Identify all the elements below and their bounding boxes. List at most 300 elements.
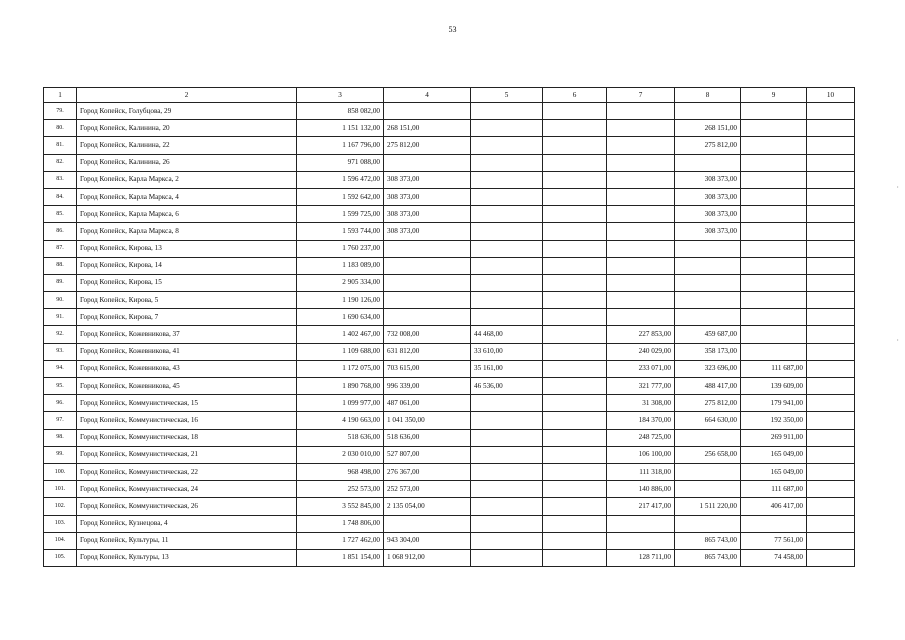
col3-cell: 968 498,00 xyxy=(297,463,384,480)
col7-cell: 233 071,00 xyxy=(607,360,675,377)
col3-cell: 1 890 768,00 xyxy=(297,378,384,395)
col10-cell xyxy=(807,549,855,566)
col8-cell xyxy=(675,240,741,257)
col5-cell xyxy=(471,103,543,120)
col6-cell xyxy=(543,463,607,480)
col6-cell xyxy=(543,188,607,205)
col3-cell: 2 905 334,00 xyxy=(297,274,384,291)
col8-cell xyxy=(675,515,741,532)
col5-cell xyxy=(471,446,543,463)
table-row xyxy=(44,257,855,274)
col10-cell xyxy=(807,274,855,291)
col6-cell xyxy=(543,378,607,395)
col5-cell: 44 468,00 xyxy=(471,326,543,343)
table-row xyxy=(44,188,855,205)
address-cell: Город Копейск, Коммунистическая, 24 xyxy=(77,481,297,498)
col3-cell: 1 402 467,00 xyxy=(297,326,384,343)
col10-cell xyxy=(807,257,855,274)
column-header-7: 7 xyxy=(607,88,675,103)
col8-cell xyxy=(675,309,741,326)
col4-cell xyxy=(384,274,471,291)
col8-cell xyxy=(675,429,741,446)
col8-cell xyxy=(675,481,741,498)
table-row xyxy=(44,103,855,120)
col3-cell: 971 088,00 xyxy=(297,154,384,171)
edge-mark: · xyxy=(896,336,899,345)
col9-cell: 165 049,00 xyxy=(741,463,807,480)
col10-cell xyxy=(807,343,855,360)
row-number: 103. xyxy=(44,515,77,532)
row-number: 99. xyxy=(44,446,77,463)
col10-cell xyxy=(807,360,855,377)
col10-cell xyxy=(807,463,855,480)
col5-cell xyxy=(471,188,543,205)
col3-cell: 1 760 237,00 xyxy=(297,240,384,257)
col6-cell xyxy=(543,206,607,223)
col4-cell: 732 008,00 xyxy=(384,326,471,343)
col6-cell xyxy=(543,137,607,154)
col3-cell: 1 851 154,00 xyxy=(297,549,384,566)
col10-cell xyxy=(807,292,855,309)
col9-cell: 192 350,00 xyxy=(741,412,807,429)
address-cell: Город Копейск, Коммунистическая, 15 xyxy=(77,395,297,412)
col10-cell xyxy=(807,378,855,395)
col4-cell: 252 573,00 xyxy=(384,481,471,498)
col10-cell xyxy=(807,515,855,532)
col7-cell: 217 417,00 xyxy=(607,498,675,515)
col5-cell xyxy=(471,481,543,498)
col6-cell xyxy=(543,103,607,120)
col10-cell xyxy=(807,326,855,343)
col4-cell xyxy=(384,240,471,257)
row-number: 92. xyxy=(44,326,77,343)
col5-cell xyxy=(471,395,543,412)
col8-cell xyxy=(675,463,741,480)
col7-cell xyxy=(607,206,675,223)
row-number: 93. xyxy=(44,343,77,360)
col9-cell: 111 687,00 xyxy=(741,481,807,498)
col9-cell xyxy=(741,103,807,120)
col6-cell xyxy=(543,274,607,291)
col7-cell: 140 886,00 xyxy=(607,481,675,498)
col5-cell xyxy=(471,498,543,515)
row-number: 101. xyxy=(44,481,77,498)
col10-cell xyxy=(807,103,855,120)
col9-cell xyxy=(741,120,807,137)
address-cell: Город Копейск, Кирова, 15 xyxy=(77,274,297,291)
row-number: 94. xyxy=(44,360,77,377)
column-header-3: 3 xyxy=(297,88,384,103)
col9-cell: 74 458,00 xyxy=(741,549,807,566)
col8-cell: 256 658,00 xyxy=(675,446,741,463)
col10-cell xyxy=(807,223,855,240)
col6-cell xyxy=(543,498,607,515)
col4-cell: 518 636,00 xyxy=(384,429,471,446)
header-row xyxy=(44,88,855,103)
col4-cell xyxy=(384,309,471,326)
col9-cell: 111 687,00 xyxy=(741,360,807,377)
col4-cell: 2 135 054,00 xyxy=(384,498,471,515)
col9-cell xyxy=(741,343,807,360)
col4-cell: 1 041 350,00 xyxy=(384,412,471,429)
col9-cell xyxy=(741,223,807,240)
col9-cell: 269 911,00 xyxy=(741,429,807,446)
col10-cell xyxy=(807,481,855,498)
column-header-2: 2 xyxy=(77,88,297,103)
address-cell: Город Копейск, Калинина, 22 xyxy=(77,137,297,154)
col9-cell xyxy=(741,240,807,257)
col10-cell xyxy=(807,498,855,515)
row-number: 87. xyxy=(44,240,77,257)
col10-cell xyxy=(807,446,855,463)
col9-cell: 139 609,00 xyxy=(741,378,807,395)
col4-cell: 943 304,00 xyxy=(384,532,471,549)
col6-cell xyxy=(543,515,607,532)
col8-cell: 488 417,00 xyxy=(675,378,741,395)
col3-cell: 1 748 806,00 xyxy=(297,515,384,532)
address-cell: Город Копейск, Кирова, 14 xyxy=(77,257,297,274)
address-cell: Город Копейск, Кирова, 7 xyxy=(77,309,297,326)
address-cell: Город Копейск, Карла Маркса, 4 xyxy=(77,188,297,205)
col4-cell: 487 061,00 xyxy=(384,395,471,412)
col7-cell xyxy=(607,103,675,120)
col10-cell xyxy=(807,137,855,154)
col6-cell xyxy=(543,326,607,343)
col9-cell: 77 561,00 xyxy=(741,532,807,549)
col8-cell xyxy=(675,103,741,120)
table-row xyxy=(44,481,855,498)
address-cell: Город Копейск, Коммунистическая, 16 xyxy=(77,412,297,429)
col7-cell: 128 711,00 xyxy=(607,549,675,566)
col4-cell: 527 807,00 xyxy=(384,446,471,463)
row-number: 100. xyxy=(44,463,77,480)
address-cell: Город Копейск, Калинина, 26 xyxy=(77,154,297,171)
col8-cell xyxy=(675,292,741,309)
col9-cell xyxy=(741,292,807,309)
col3-cell: 1 099 977,00 xyxy=(297,395,384,412)
col9-cell xyxy=(741,257,807,274)
table-row xyxy=(44,171,855,188)
col5-cell xyxy=(471,171,543,188)
column-header-9: 9 xyxy=(741,88,807,103)
col7-cell xyxy=(607,274,675,291)
col7-cell xyxy=(607,188,675,205)
address-cell: Город Копейск, Культуры, 13 xyxy=(77,549,297,566)
col5-cell xyxy=(471,309,543,326)
col4-cell xyxy=(384,154,471,171)
row-number: 104. xyxy=(44,532,77,549)
col7-cell: 240 029,00 xyxy=(607,343,675,360)
col5-cell: 46 536,00 xyxy=(471,378,543,395)
address-cell: Город Копейск, Голубцова, 29 xyxy=(77,103,297,120)
column-header-8: 8 xyxy=(675,88,741,103)
address-cell: Город Копейск, Кирова, 5 xyxy=(77,292,297,309)
column-header-4: 4 xyxy=(384,88,471,103)
col6-cell xyxy=(543,223,607,240)
col8-cell: 1 511 220,00 xyxy=(675,498,741,515)
col9-cell xyxy=(741,206,807,223)
col6-cell xyxy=(543,240,607,257)
table-row xyxy=(44,274,855,291)
address-cell: Город Копейск, Карла Маркса, 2 xyxy=(77,171,297,188)
col6-cell xyxy=(543,412,607,429)
col4-cell: 268 151,00 xyxy=(384,120,471,137)
col6-cell xyxy=(543,154,607,171)
col9-cell xyxy=(741,309,807,326)
col8-cell: 308 373,00 xyxy=(675,206,741,223)
col6-cell xyxy=(543,446,607,463)
table-row xyxy=(44,343,855,360)
row-number: 105. xyxy=(44,549,77,566)
col4-cell: 308 373,00 xyxy=(384,171,471,188)
row-number: 82. xyxy=(44,154,77,171)
col6-cell xyxy=(543,120,607,137)
col4-cell xyxy=(384,515,471,532)
col3-cell: 858 082,00 xyxy=(297,103,384,120)
col3-cell: 1 592 642,00 xyxy=(297,188,384,205)
col8-cell xyxy=(675,154,741,171)
col7-cell xyxy=(607,532,675,549)
col5-cell xyxy=(471,292,543,309)
col10-cell xyxy=(807,532,855,549)
address-cell: Город Копейск, Кирова, 13 xyxy=(77,240,297,257)
col3-cell: 1 596 472,00 xyxy=(297,171,384,188)
address-cell: Город Копейск, Кожевникова, 37 xyxy=(77,326,297,343)
col4-cell: 276 367,00 xyxy=(384,463,471,480)
col5-cell xyxy=(471,257,543,274)
col5-cell xyxy=(471,137,543,154)
col10-cell xyxy=(807,120,855,137)
table-row xyxy=(44,549,855,566)
col5-cell xyxy=(471,223,543,240)
col7-cell xyxy=(607,154,675,171)
col9-cell xyxy=(741,326,807,343)
col10-cell xyxy=(807,395,855,412)
col6-cell xyxy=(543,257,607,274)
address-cell: Город Копейск, Культуры, 11 xyxy=(77,532,297,549)
row-number: 80. xyxy=(44,120,77,137)
table-row xyxy=(44,120,855,137)
col6-cell xyxy=(543,532,607,549)
col3-cell: 518 636,00 xyxy=(297,429,384,446)
col5-cell xyxy=(471,429,543,446)
row-number: 85. xyxy=(44,206,77,223)
address-cell: Город Копейск, Кожевникова, 41 xyxy=(77,343,297,360)
col3-cell: 1 727 462,00 xyxy=(297,532,384,549)
col8-cell: 865 743,00 xyxy=(675,549,741,566)
col4-cell: 631 812,00 xyxy=(384,343,471,360)
col7-cell xyxy=(607,137,675,154)
column-header-5: 5 xyxy=(471,88,543,103)
col8-cell: 275 812,00 xyxy=(675,137,741,154)
col8-cell: 358 173,00 xyxy=(675,343,741,360)
col9-cell xyxy=(741,154,807,171)
row-number: 83. xyxy=(44,171,77,188)
col5-cell: 35 161,00 xyxy=(471,360,543,377)
col7-cell xyxy=(607,223,675,240)
col7-cell xyxy=(607,292,675,309)
row-number: 102. xyxy=(44,498,77,515)
col10-cell xyxy=(807,429,855,446)
col4-cell xyxy=(384,292,471,309)
col10-cell xyxy=(807,171,855,188)
col8-cell xyxy=(675,257,741,274)
col4-cell: 1 068 912,00 xyxy=(384,549,471,566)
column-header-10: 10 xyxy=(807,88,855,103)
table-body xyxy=(44,103,855,567)
row-number: 88. xyxy=(44,257,77,274)
table-row xyxy=(44,292,855,309)
row-number: 90. xyxy=(44,292,77,309)
row-number: 79. xyxy=(44,103,77,120)
table-row xyxy=(44,532,855,549)
col10-cell xyxy=(807,154,855,171)
table-row xyxy=(44,223,855,240)
col8-cell: 664 630,00 xyxy=(675,412,741,429)
row-number: 86. xyxy=(44,223,77,240)
col3-cell: 1 172 075,00 xyxy=(297,360,384,377)
col3-cell: 4 190 663,00 xyxy=(297,412,384,429)
table-row xyxy=(44,378,855,395)
col9-cell: 165 049,00 xyxy=(741,446,807,463)
col8-cell: 308 373,00 xyxy=(675,188,741,205)
col3-cell: 2 030 010,00 xyxy=(297,446,384,463)
col6-cell xyxy=(543,343,607,360)
col9-cell: 406 417,00 xyxy=(741,498,807,515)
col3-cell: 1 151 132,00 xyxy=(297,120,384,137)
col6-cell xyxy=(543,481,607,498)
address-cell: Город Копейск, Кожевникова, 43 xyxy=(77,360,297,377)
col5-cell xyxy=(471,154,543,171)
col9-cell xyxy=(741,274,807,291)
col6-cell xyxy=(543,360,607,377)
col10-cell xyxy=(807,309,855,326)
col6-cell xyxy=(543,549,607,566)
col9-cell: 179 941,00 xyxy=(741,395,807,412)
col7-cell xyxy=(607,515,675,532)
table-row xyxy=(44,309,855,326)
address-cell: Город Копейск, Кузнецова, 4 xyxy=(77,515,297,532)
col10-cell xyxy=(807,412,855,429)
col4-cell xyxy=(384,103,471,120)
col5-cell xyxy=(471,532,543,549)
col5-cell xyxy=(471,412,543,429)
col9-cell xyxy=(741,171,807,188)
col5-cell xyxy=(471,549,543,566)
row-number: 81. xyxy=(44,137,77,154)
col7-cell: 184 370,00 xyxy=(607,412,675,429)
col10-cell xyxy=(807,240,855,257)
col7-cell xyxy=(607,257,675,274)
address-cell: Город Копейск, Коммунистическая, 22 xyxy=(77,463,297,480)
col3-cell: 252 573,00 xyxy=(297,481,384,498)
col7-cell: 111 318,00 xyxy=(607,463,675,480)
address-cell: Город Копейск, Коммунистическая, 21 xyxy=(77,446,297,463)
col4-cell: 996 339,00 xyxy=(384,378,471,395)
address-cell: Город Копейск, Коммунистическая, 18 xyxy=(77,429,297,446)
col6-cell xyxy=(543,395,607,412)
address-cell: Город Копейск, Коммунистическая, 26 xyxy=(77,498,297,515)
col8-cell: 308 373,00 xyxy=(675,171,741,188)
col4-cell: 308 373,00 xyxy=(384,223,471,240)
table-row xyxy=(44,206,855,223)
col7-cell: 227 853,00 xyxy=(607,326,675,343)
col5-cell xyxy=(471,120,543,137)
row-number: 84. xyxy=(44,188,77,205)
table-row xyxy=(44,137,855,154)
col3-cell: 1 190 126,00 xyxy=(297,292,384,309)
table-row xyxy=(44,446,855,463)
col4-cell xyxy=(384,257,471,274)
col4-cell: 703 615,00 xyxy=(384,360,471,377)
col3-cell: 3 552 845,00 xyxy=(297,498,384,515)
col3-cell: 1 690 634,00 xyxy=(297,309,384,326)
col7-cell xyxy=(607,309,675,326)
col8-cell: 865 743,00 xyxy=(675,532,741,549)
page-number: 53 xyxy=(448,25,457,34)
col6-cell xyxy=(543,171,607,188)
table-row xyxy=(44,515,855,532)
register-table xyxy=(43,87,855,567)
address-cell: Город Копейск, Кожевникова, 45 xyxy=(77,378,297,395)
col10-cell xyxy=(807,206,855,223)
col8-cell: 275 812,00 xyxy=(675,395,741,412)
row-number: 91. xyxy=(44,309,77,326)
col9-cell xyxy=(741,188,807,205)
row-number: 97. xyxy=(44,412,77,429)
col8-cell: 308 373,00 xyxy=(675,223,741,240)
col3-cell: 1 593 744,00 xyxy=(297,223,384,240)
table-row xyxy=(44,240,855,257)
col8-cell: 323 696,00 xyxy=(675,360,741,377)
column-header-6: 6 xyxy=(543,88,607,103)
table-row xyxy=(44,412,855,429)
col4-cell: 308 373,00 xyxy=(384,188,471,205)
row-number: 96. xyxy=(44,395,77,412)
table-row xyxy=(44,360,855,377)
edge-mark: · xyxy=(896,183,899,192)
col6-cell xyxy=(543,309,607,326)
table-row xyxy=(44,429,855,446)
col3-cell: 1 599 725,00 xyxy=(297,206,384,223)
table-row xyxy=(44,463,855,480)
col6-cell xyxy=(543,292,607,309)
col5-cell xyxy=(471,274,543,291)
col7-cell: 106 100,00 xyxy=(607,446,675,463)
table-row xyxy=(44,154,855,171)
col7-cell xyxy=(607,240,675,257)
col5-cell: 33 610,00 xyxy=(471,343,543,360)
address-cell: Город Копейск, Карла Маркса, 8 xyxy=(77,223,297,240)
address-cell: Город Копейск, Калинина, 20 xyxy=(77,120,297,137)
table-row xyxy=(44,395,855,412)
row-number: 89. xyxy=(44,274,77,291)
col4-cell: 308 373,00 xyxy=(384,206,471,223)
row-number: 98. xyxy=(44,429,77,446)
col5-cell xyxy=(471,463,543,480)
col6-cell xyxy=(543,429,607,446)
col5-cell xyxy=(471,206,543,223)
col7-cell: 248 725,00 xyxy=(607,429,675,446)
col9-cell xyxy=(741,515,807,532)
row-number: 95. xyxy=(44,378,77,395)
col7-cell xyxy=(607,120,675,137)
table-row xyxy=(44,326,855,343)
col4-cell: 275 812,00 xyxy=(384,137,471,154)
col7-cell: 31 308,00 xyxy=(607,395,675,412)
col3-cell: 1 167 796,00 xyxy=(297,137,384,154)
col8-cell: 459 687,00 xyxy=(675,326,741,343)
